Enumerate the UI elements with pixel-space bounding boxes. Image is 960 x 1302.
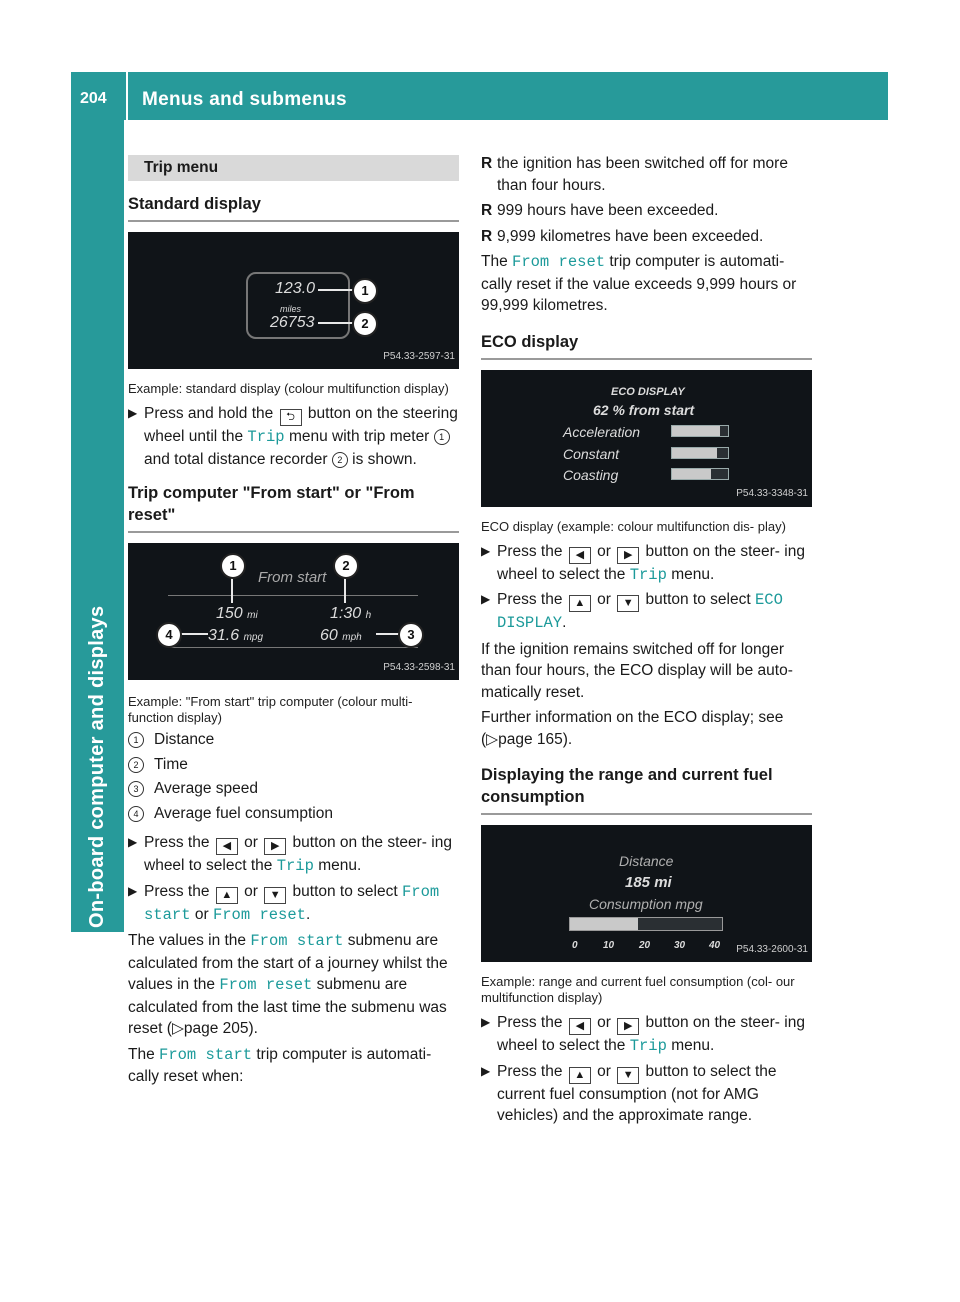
left-button-icon: ◀ bbox=[569, 1018, 591, 1035]
range-heading: Displaying the range and current fuel consumption bbox=[481, 764, 812, 815]
page-title: Menus and submenus bbox=[142, 89, 347, 110]
callout-3: 3 bbox=[398, 622, 424, 648]
figure-caption: Example: standard display (colour multifunction display) bbox=[128, 381, 449, 396]
eco-subtitle: 62 % from start bbox=[593, 401, 695, 418]
eco-display-name: ECO DISPLAY bbox=[497, 591, 783, 632]
back-button-icon: ⮌ bbox=[280, 409, 302, 426]
eco-bar bbox=[671, 425, 729, 437]
figure-code: P54.33-2598-31 bbox=[383, 661, 455, 673]
instruction-step: ▶ Press the ◀ or ▶ button on the steer- ing wheel to select the Trip menu. bbox=[481, 1014, 805, 1055]
unit-label: miles bbox=[280, 304, 302, 314]
trip-menu-name: Trip bbox=[629, 565, 667, 584]
left-button-icon: ◀ bbox=[569, 547, 591, 564]
marker-icon: 4 bbox=[128, 806, 144, 822]
arrow-bullet-icon: ▶ bbox=[481, 592, 491, 606]
tick-label: 40 bbox=[709, 940, 721, 951]
arrow-bullet-icon: ▶ bbox=[128, 835, 138, 849]
speed-value: 60 mph bbox=[320, 627, 362, 644]
left-column bbox=[128, 155, 459, 1088]
callout-4: 4 bbox=[156, 622, 182, 648]
trip-menu-name: Trip bbox=[276, 857, 314, 875]
figure-caption: ECO display (example: colour multifunction dis- play) bbox=[481, 518, 786, 534]
from-start-name: From start bbox=[250, 932, 344, 950]
eco-bar-fill bbox=[672, 426, 720, 436]
right-button-icon: ▶ bbox=[264, 838, 286, 855]
trip-menu-band: Trip menu bbox=[128, 155, 459, 181]
from-reset-name: From reset bbox=[212, 905, 306, 924]
marker-icon: 1 bbox=[128, 732, 144, 748]
page-ref-icon: ▷ bbox=[171, 1020, 184, 1037]
time-value: 1:30 h bbox=[330, 605, 372, 622]
reset-conditions-list bbox=[481, 153, 812, 247]
eco-row-label: Constant bbox=[563, 445, 620, 462]
distance-value: 150 mi bbox=[216, 605, 258, 622]
up-button-icon: ▲ bbox=[569, 1067, 591, 1084]
eco-bar-fill bbox=[672, 448, 717, 458]
marker-icon: 3 bbox=[128, 781, 144, 797]
header-divider bbox=[126, 72, 128, 120]
legend-list bbox=[128, 729, 459, 827]
eco-row-label: Coasting bbox=[563, 466, 619, 483]
eco-bar bbox=[671, 447, 729, 459]
eco-bar-fill bbox=[672, 469, 711, 479]
arrow-bullet-icon: ▶ bbox=[128, 883, 138, 898]
arrow-bullet-icon: ▶ bbox=[128, 406, 138, 420]
from-start-figure bbox=[128, 543, 459, 680]
arrow-bullet-icon: ▶ bbox=[481, 1015, 491, 1029]
down-button-icon: ▼ bbox=[617, 595, 639, 612]
from-start-name: From start bbox=[159, 1045, 253, 1064]
instruction-step: ▶ Press the ◀ or ▶ button on the steer- ing wheel to select the Trip menu. bbox=[481, 542, 805, 584]
marker-1-icon: 1 bbox=[434, 429, 450, 445]
eco-display-heading: ECO display bbox=[481, 331, 812, 360]
up-button-icon: ▲ bbox=[569, 595, 591, 612]
arrow-bullet-icon: ▶ bbox=[481, 1063, 491, 1078]
tick-label: 30 bbox=[674, 940, 686, 951]
divider-line bbox=[168, 595, 418, 596]
eco-bar bbox=[671, 468, 729, 480]
right-button-icon: ▶ bbox=[617, 1018, 639, 1035]
right-column bbox=[481, 153, 812, 1127]
leader-line bbox=[318, 289, 354, 291]
trip-menu-name: Trip bbox=[247, 428, 285, 446]
paragraph: If the ignition remains switched off for longer than four hours, the ECO display will be auto- matically reset. bbox=[481, 640, 793, 701]
eco-title: ECO DISPLAY bbox=[611, 385, 685, 398]
leader-line bbox=[231, 577, 233, 603]
range-figure bbox=[481, 825, 812, 962]
callout-2: 2 bbox=[352, 311, 378, 337]
leader-line bbox=[180, 633, 208, 635]
consumption-value: 31.6 mpg bbox=[208, 627, 264, 644]
legend-item: 3 Average speed bbox=[128, 778, 459, 803]
trip-computer-heading: Trip computer "From start" or "From reset" bbox=[128, 482, 459, 533]
standard-display-heading: Standard display bbox=[128, 193, 459, 222]
paragraph: The values in the From start submenu are calculated from the start of a journey whilst the values in the From reset submenu are calculated from the last time the submenu was reset (▷page 205). bbox=[128, 932, 448, 1037]
page-ref-icon: ▷ bbox=[486, 730, 499, 748]
paragraph: Further information on the ECO display; see (▷page 165). bbox=[481, 709, 784, 748]
section-label: On-board computer and displays bbox=[86, 605, 108, 928]
page-number: 204 bbox=[80, 90, 107, 107]
down-button-icon: ▼ bbox=[264, 887, 286, 904]
figure-code: P54.33-3348-31 bbox=[736, 488, 808, 499]
tick-label: 0 bbox=[572, 940, 578, 951]
list-item: R 9,999 kilometres have been exceeded. bbox=[481, 227, 764, 245]
paragraph: The From start trip computer is automati- cally reset when: bbox=[128, 1045, 432, 1085]
tick-label: 10 bbox=[603, 940, 615, 951]
figure-code: P54.33-2597-31 bbox=[383, 350, 455, 362]
paragraph: The From reset trip computer is automati- cally reset if the value exceeds 9,999 hours or 99,999 kilometres. bbox=[481, 253, 797, 314]
divider-line bbox=[168, 647, 418, 648]
instruction-step: ▶ Press the ◀ or ▶ button on the steer- ing wheel to select the Trip menu. bbox=[128, 834, 452, 875]
range-value: 185 mi bbox=[625, 874, 672, 891]
eco-row-label: Acceleration bbox=[563, 423, 641, 440]
list-item: R 999 hours have been exceeded. bbox=[481, 202, 719, 219]
leader-line bbox=[344, 577, 346, 603]
from-start-name: From start bbox=[144, 882, 440, 924]
trip-meter-value: 123.0 bbox=[275, 280, 316, 297]
instruction-step: ▶ Press the ▲ or ▼ button to select ECO DISPLAY. bbox=[481, 591, 783, 632]
figure-code: P54.33-2600-31 bbox=[736, 943, 808, 955]
legend-item: 2 Time bbox=[128, 754, 459, 779]
instruction-step: ▶ Press and hold the ⮌ button on the steering wheel until the Trip menu with trip meter 1 and total distance recorder 2 is shown. bbox=[128, 405, 458, 468]
legend-item: 1 Distance bbox=[128, 729, 459, 754]
consumption-bar bbox=[569, 917, 723, 931]
consumption-bar-fill bbox=[570, 918, 638, 930]
right-button-icon: ▶ bbox=[617, 547, 639, 564]
tick-label: 20 bbox=[639, 940, 651, 951]
distance-label: Distance bbox=[619, 853, 674, 869]
trip-menu-name: Trip bbox=[629, 1037, 667, 1055]
marker-2-icon: 2 bbox=[332, 452, 348, 468]
down-button-icon: ▼ bbox=[617, 1067, 639, 1084]
legend-item: 4 Average fuel consumption bbox=[128, 803, 459, 828]
marker-icon: 2 bbox=[128, 757, 144, 773]
arrow-bullet-icon: ▶ bbox=[481, 543, 491, 558]
figure-caption: Example: range and current fuel consumption (col- our multifunction display) bbox=[481, 974, 795, 1005]
total-distance-value: 26753 bbox=[270, 314, 315, 331]
figure-caption: Example: "From start" trip computer (colour multi- function display) bbox=[128, 694, 413, 725]
up-button-icon: ▲ bbox=[216, 887, 238, 904]
standard-display-figure bbox=[128, 232, 459, 369]
from-reset-name: From reset bbox=[512, 253, 606, 271]
left-button-icon: ◀ bbox=[216, 838, 238, 855]
callout-1: 1 bbox=[352, 278, 378, 304]
consumption-label: Consumption mpg bbox=[589, 896, 703, 912]
from-start-title: From start bbox=[258, 569, 327, 586]
eco-display-figure bbox=[481, 370, 812, 507]
leader-line bbox=[318, 322, 354, 324]
from-reset-name: From reset bbox=[219, 976, 313, 994]
callout-1: 1 bbox=[220, 553, 246, 579]
instruction-step: ▶ Press the ▲ or ▼ button to select the current fuel consumption (not for AMG vehicles) and the approximate range. bbox=[481, 1062, 777, 1124]
list-item: R the ignition has been switched off for more than four hours. bbox=[481, 155, 788, 194]
callout-2: 2 bbox=[333, 553, 359, 579]
instruction-step: ▶ Press the ▲ or ▼ button to select From start or From reset. bbox=[128, 882, 440, 924]
